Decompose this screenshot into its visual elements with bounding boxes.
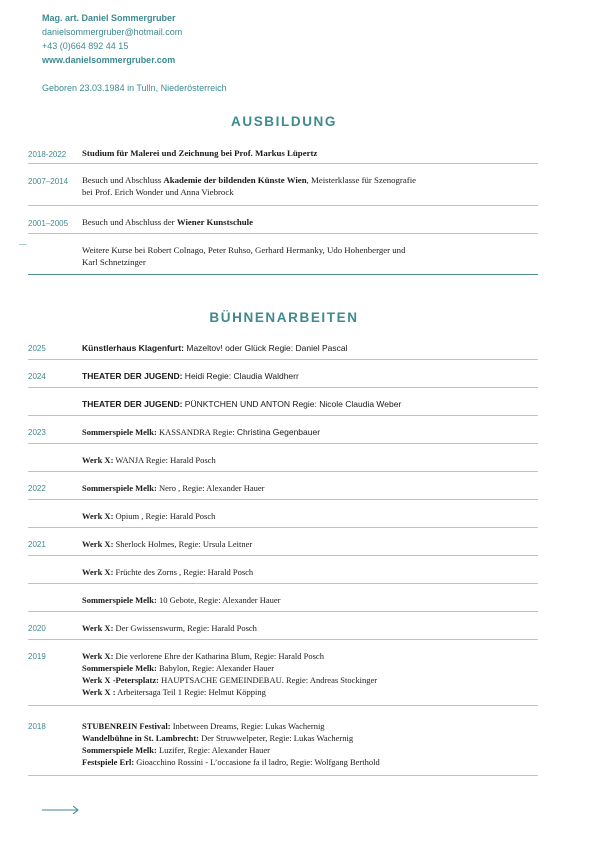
entry-year: 2018 (28, 722, 46, 731)
entry-venue: Künstlerhaus Klagenfurt: (82, 343, 185, 353)
entry-row (28, 398, 538, 416)
entry-line (82, 244, 534, 256)
entry-venue: Werk X: (82, 651, 114, 661)
entry-detail: Der Struwwelpeter, Regie: Lukas Wachernig (198, 733, 354, 743)
entry-row (28, 342, 538, 360)
entry-row (28, 538, 538, 556)
entry-venue: Werk X: (82, 567, 114, 577)
entry-line (82, 662, 534, 674)
entry-line (82, 566, 534, 578)
entry-row (28, 244, 538, 275)
section-title-buehnenarbeiten: BÜHNENARBEITEN (209, 310, 359, 325)
entry-row (28, 147, 538, 164)
entry-text (82, 622, 534, 634)
entry-detail: Sherlock Holmes, Regie: Ursula Leitner (113, 539, 253, 549)
entry-detail: Früchte des Zorns , Regie: Harald Posch (113, 567, 254, 577)
entry-detail: Besuch und Abschluss (82, 175, 164, 185)
entry-row (28, 216, 538, 234)
entry-line (82, 756, 534, 768)
person-name: Mag. art. Daniel Sommergruber (42, 13, 176, 23)
margin-mark (19, 244, 27, 245)
entry-line (82, 398, 534, 410)
entry-line (82, 650, 534, 662)
entry-text (82, 370, 534, 382)
entry-detail: WANJA (113, 455, 146, 465)
entry-line (82, 426, 534, 438)
entry-text (82, 174, 534, 198)
section-title-ausbildung: AUSBILDUNG (231, 114, 337, 129)
entry-detail: Babylon, Regie: Alexander Hauer (156, 663, 275, 673)
entry-row (28, 482, 538, 500)
entry-text (82, 650, 534, 698)
entry-text (82, 566, 534, 578)
entry-text (82, 510, 534, 522)
entry-row (28, 650, 538, 706)
entry-detail: Nero , Regie: Alexander Hauer (156, 483, 265, 493)
entry-year: 2020 (28, 624, 46, 633)
entry-text (82, 342, 534, 354)
entry-line (82, 370, 534, 382)
entry-venue: STUBENREIN Festival: (82, 721, 171, 731)
entry-row (28, 594, 538, 612)
entry-row (28, 720, 538, 776)
entry-venue: Festspiele Erl: (82, 757, 135, 767)
entry-detail: Opium , Regie: Harald Posch (113, 511, 216, 521)
entry-row (28, 426, 538, 444)
entry-venue: Akademie der bildenden Künste Wien (163, 175, 307, 185)
phone-text: +43 (0)664 892 44 15 (42, 41, 129, 51)
entry-year: 2024 (28, 372, 46, 381)
entry-detail: HAUPTSACHE GEMEINDEBAU. Regie: Andreas Stockinger (158, 675, 378, 685)
entry-text (82, 538, 534, 550)
entry-row (28, 454, 538, 472)
entry-venue: Sommerspiele Melk: (82, 483, 157, 493)
entry-text (82, 147, 534, 159)
entry-venue: Werk X: (82, 539, 114, 549)
entry-line (82, 216, 534, 228)
entry-venue: Werk X -Petersplatz: (82, 675, 159, 685)
entry-line (82, 744, 534, 756)
entry-venue: Sommerspiele Melk: (82, 427, 157, 437)
entry-text (82, 594, 534, 606)
entry-row (28, 174, 538, 206)
entry-year: 2022 (28, 484, 46, 493)
email-text[interactable]: danielsommergruber@hotmail.com (42, 27, 183, 37)
entry-detail: Gioacchino Rossini - L’occasione fa il ladro, Regie: Wolfgang Berthold (134, 757, 380, 767)
entry-text (82, 398, 534, 410)
entry-year: 2025 (28, 344, 46, 353)
entry-year: 2001–2005 (28, 219, 69, 228)
entry-line (82, 538, 534, 550)
entry-line (82, 720, 534, 732)
entry-line (82, 342, 534, 354)
entry-venue: Werk X : (82, 687, 116, 697)
entry-detail: KASSANDRA Regie: (156, 427, 237, 437)
entry-line (82, 186, 534, 198)
entry-detail: Christina Gegenbauer (236, 427, 321, 437)
entry-line (82, 454, 534, 466)
entry-detail: Luzifer, Regie: Alexander Hauer (156, 745, 271, 755)
entry-venue: Sommerspiele Melk: (82, 663, 157, 673)
arrow-right-icon[interactable] (42, 804, 80, 816)
entry-year: 2021 (28, 540, 46, 549)
entry-venue: Werk X: (82, 511, 114, 521)
entry-line (82, 732, 534, 744)
entry-line (82, 686, 534, 698)
entry-venue: Sommerspiele Melk: (82, 745, 157, 755)
entry-detail: Regie: Harald Posch (145, 455, 216, 465)
contact-header (42, 11, 227, 95)
entry-detail: PÜNKTCHEN UND ANTON Regie: Nicole Claudia Weber (182, 399, 402, 409)
entry-detail: Arbeitersaga Teil 1 Regie: Helmut Köpping (115, 687, 266, 697)
entry-line (82, 674, 534, 686)
entry-text (82, 426, 534, 438)
entry-text (82, 216, 534, 228)
entry-detail: Mazeltov! oder Glück Regie: Daniel Pascal (184, 343, 348, 353)
entry-venue: Studium für Malerei und Zeichnung bei Prof. Markus Lüpertz (82, 148, 318, 158)
entry-detail: 10 Gebote, Regie: Alexander Hauer (156, 595, 281, 605)
entry-line (82, 174, 534, 186)
entry-detail: Die verlorene Ehre der Katharina Blum, Regie: Harald Posch (113, 651, 324, 661)
entry-detail: Heidi Regie: Claudia Waldherr (182, 371, 299, 381)
entry-text (82, 720, 534, 768)
entry-year: 2023 (28, 428, 46, 437)
entry-venue: THEATER DER JUGEND: (82, 399, 183, 409)
entry-row (28, 566, 538, 584)
entry-line (82, 482, 534, 494)
entry-row (28, 370, 538, 388)
entry-detail: Der Gwissenswurm, Regie: Harald Posch (113, 623, 257, 633)
entry-year: 2018-2022 (28, 150, 67, 159)
entry-venue: Wandelbühne in St. Lambrecht: (82, 733, 199, 743)
entry-detail: , Meisterklasse für Szenografie (306, 175, 417, 185)
entry-line (82, 256, 534, 268)
entry-year: 2019 (28, 652, 46, 661)
entry-venue: Werk X: (82, 455, 114, 465)
entry-text (82, 482, 534, 494)
entry-text (82, 244, 534, 268)
entry-venue: Sommerspiele Melk: (82, 595, 157, 605)
entry-year: 2007–2014 (28, 177, 69, 186)
entry-line (82, 510, 534, 522)
entry-detail: Weitere Kurse bei Robert Colnago, Peter Ruhso, Gerhard Hermanky, Udo Hohenberger und (82, 245, 406, 255)
entry-venue: Wiener Kunstschule (176, 217, 253, 227)
entry-venue: THEATER DER JUGEND: (82, 371, 183, 381)
entry-line (82, 622, 534, 634)
entry-text (82, 454, 534, 466)
entry-detail: Karl Schnetzinger (82, 257, 146, 267)
entry-row (28, 622, 538, 640)
website-link[interactable]: www.danielsommergruber.com (42, 55, 176, 65)
entry-detail: Besuch und Abschluss der (82, 217, 177, 227)
entry-line (82, 147, 534, 159)
entry-detail: Inbetween Dreams, Regie: Lukas Wachernig (170, 721, 325, 731)
entry-row (28, 510, 538, 528)
entry-line (82, 594, 534, 606)
entry-venue: Werk X: (82, 623, 114, 633)
birth-info: Geboren 23.03.1984 in Tulln, Niederösterreich (42, 83, 227, 93)
entry-detail: bei Prof. Erich Wonder und Anna Viebrock (82, 187, 234, 197)
